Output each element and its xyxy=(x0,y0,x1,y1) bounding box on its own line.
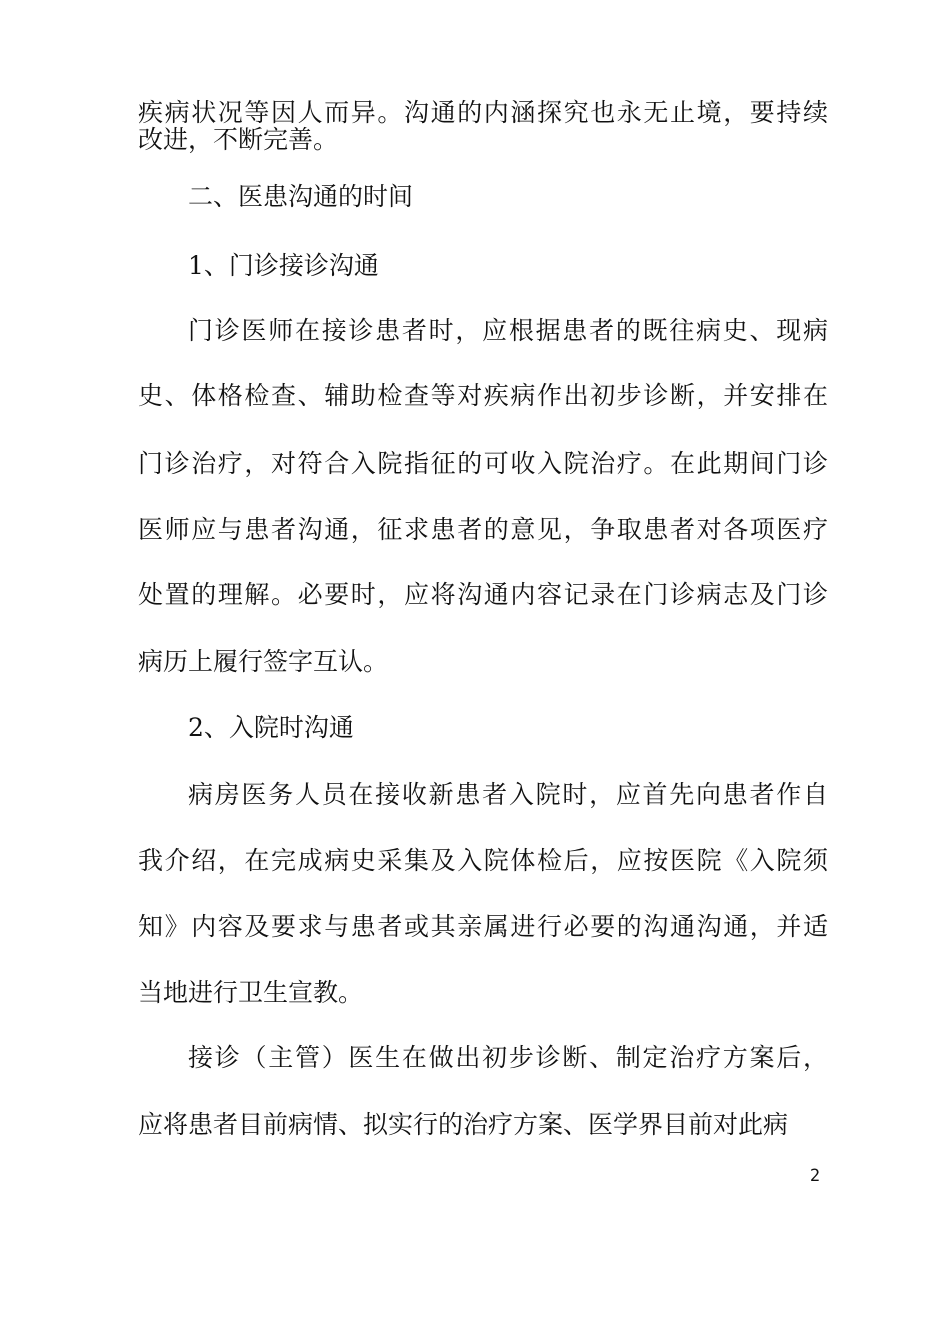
paragraph-line: 史、体格检查、辅助检查等对疾病作出初步诊断，并安排在 xyxy=(138,381,828,410)
paragraph-line: 应将患者目前病情、拟实行的治疗方案、医学界目前对此病 xyxy=(138,1110,789,1139)
paragraph-line: 我介绍，在完成病史采集及入院体检后，应按医院《入院须 xyxy=(138,846,828,875)
paragraph-line: 门诊医师在接诊患者时，应根据患者的既往病史、现病 xyxy=(188,316,828,345)
paragraph-line: 疾病状况等因人而异。沟通的内涵探究也永无止境，要持续 xyxy=(138,98,828,127)
paragraph-line: 病房医务人员在接收新患者入院时，应首先向患者作自 xyxy=(188,780,828,809)
section-heading: 二、医患沟通的时间 xyxy=(188,182,414,211)
paragraph-line: 接诊（主管）医生在做出初步诊断、制定治疗方案后， xyxy=(188,1043,828,1072)
paragraph-line: 改进，不断完善。 xyxy=(138,125,339,154)
subsection-heading: 2、入院时沟通 xyxy=(188,713,354,742)
paragraph-line: 处置的理解。必要时，应将沟通内容记录在门诊病志及门诊 xyxy=(138,580,828,609)
paragraph-line: 病历上履行签字互认。 xyxy=(138,647,389,676)
page-number: 2 xyxy=(809,1166,821,1186)
subsection-heading: 1、门诊接诊沟通 xyxy=(188,251,379,280)
paragraph-line: 知》内容及要求与患者或其亲属进行必要的沟通沟通，并适 xyxy=(138,912,828,941)
paragraph-line: 门诊治疗，对符合入院指征的可收入院治疗。在此期间门诊 xyxy=(138,449,828,478)
paragraph-line: 医师应与患者沟通，征求患者的意见，争取患者对各项医疗 xyxy=(138,515,828,544)
paragraph-line: 当地进行卫生宣教。 xyxy=(138,978,364,1007)
